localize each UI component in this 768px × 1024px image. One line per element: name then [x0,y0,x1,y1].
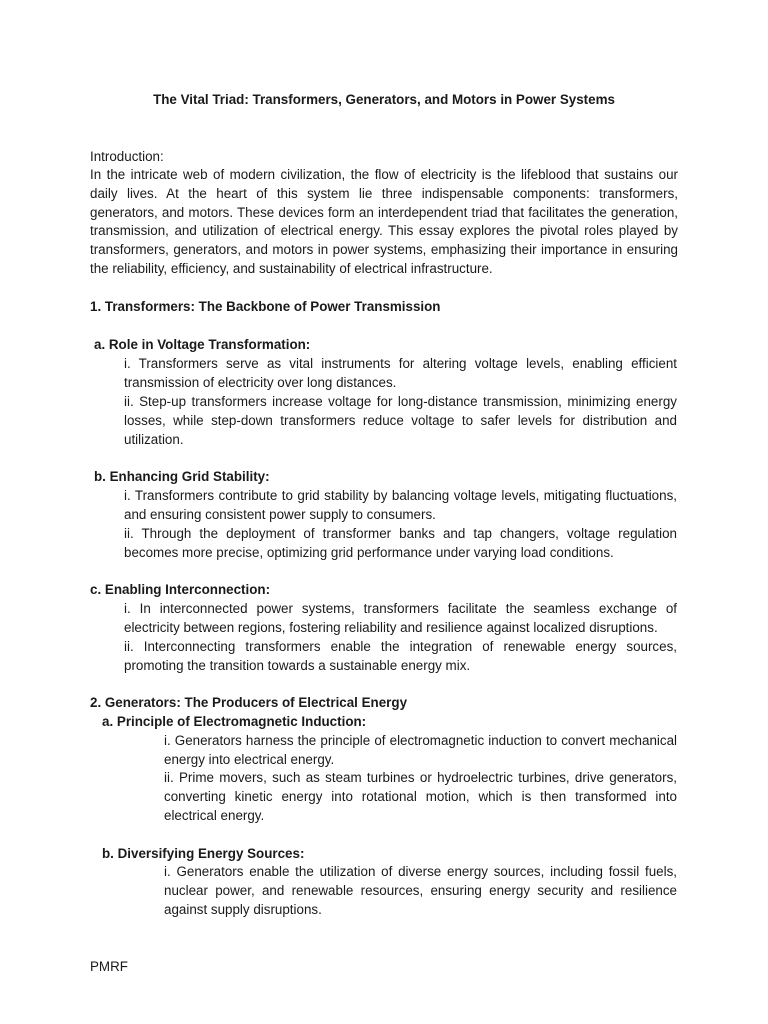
section-1a-item-ii: ii. Step-up transformers increase voltage for long-distance transmission, minimizing energy losses, while step-down transformers reduce voltage to safer levels for distribution and utilization. [124,394,677,447]
section-2b-item-i: i. Generators enable the utilization of diverse energy sources, including fossil fuels, nuclear power, and renewable resources, ensuring energy security and resilience against supply disruptions. [164,864,677,917]
section-1b-item-i: i. Transformers contribute to grid stability by balancing voltage levels, mitigating fluctuations, and ensuring consistent power supply to consumers. [124,488,677,522]
intro-paragraph: In the intricate web of modern civilization, the flow of electricity is the lifeblood that sustains our daily lives. At the heart of this system lie three indispensable components: transformers, generators, and motors. These devices form an interdependent triad that facilitates the generation, transmission, and utilization of electrical energy. This essay explores the pivotal roles played by transformers, generators, and motors in power systems, emphasizing their importance in ensuring the reliability, efficiency, and sustainability of electrical infrastructure. [90,167,678,276]
section-2a-heading: a. Principle of Electromagnetic Induction: [102,714,367,729]
section-1-heading: 1. Transformers: The Backbone of Power Transmission [90,299,441,314]
section-2a-item-i: i. Generators harness the principle of electromagnetic induction to convert mechanical energy into electrical energy. [164,733,677,767]
intro-heading: Introduction: [90,149,164,164]
section-1b-heading: b. Enhancing Grid Stability: [94,469,270,484]
section-1b-item-ii: ii. Through the deployment of transformer banks and tap changers, voltage regulation becomes more precise, optimizing grid performance under varying load conditions. [124,526,677,560]
section-1c-item-i: i. In interconnected power systems, transformers facilitate the seamless exchange of electricity between regions, fostering reliability and resilience against localized disruptions. [124,601,677,635]
section-1a-item-i: i. Transformers serve as vital instruments for altering voltage levels, enabling efficient transmission of electricity over long distances. [124,356,677,390]
section-1c-heading: c. Enabling Interconnection: [90,582,271,597]
section-1a-heading: a. Role in Voltage Transformation: [94,337,311,352]
section-2a-item-ii: ii. Prime movers, such as steam turbines or hydroelectric turbines, drive generators, converting kinetic energy into rotational motion, which is then transformed into electrical energy. [164,770,677,823]
section-1c-item-ii: ii. Interconnecting transformers enable the integration of renewable energy sources, promoting the transition towards a sustainable energy mix. [124,639,677,673]
section-2b-heading: b. Diversifying Energy Sources: [102,846,305,861]
footer-text: PMRF [90,959,128,974]
section-2-heading: 2. Generators: The Producers of Electrical Energy [90,695,408,710]
document-title: The Vital Triad: Transformers, Generators, and Motors in Power Systems [153,92,615,107]
